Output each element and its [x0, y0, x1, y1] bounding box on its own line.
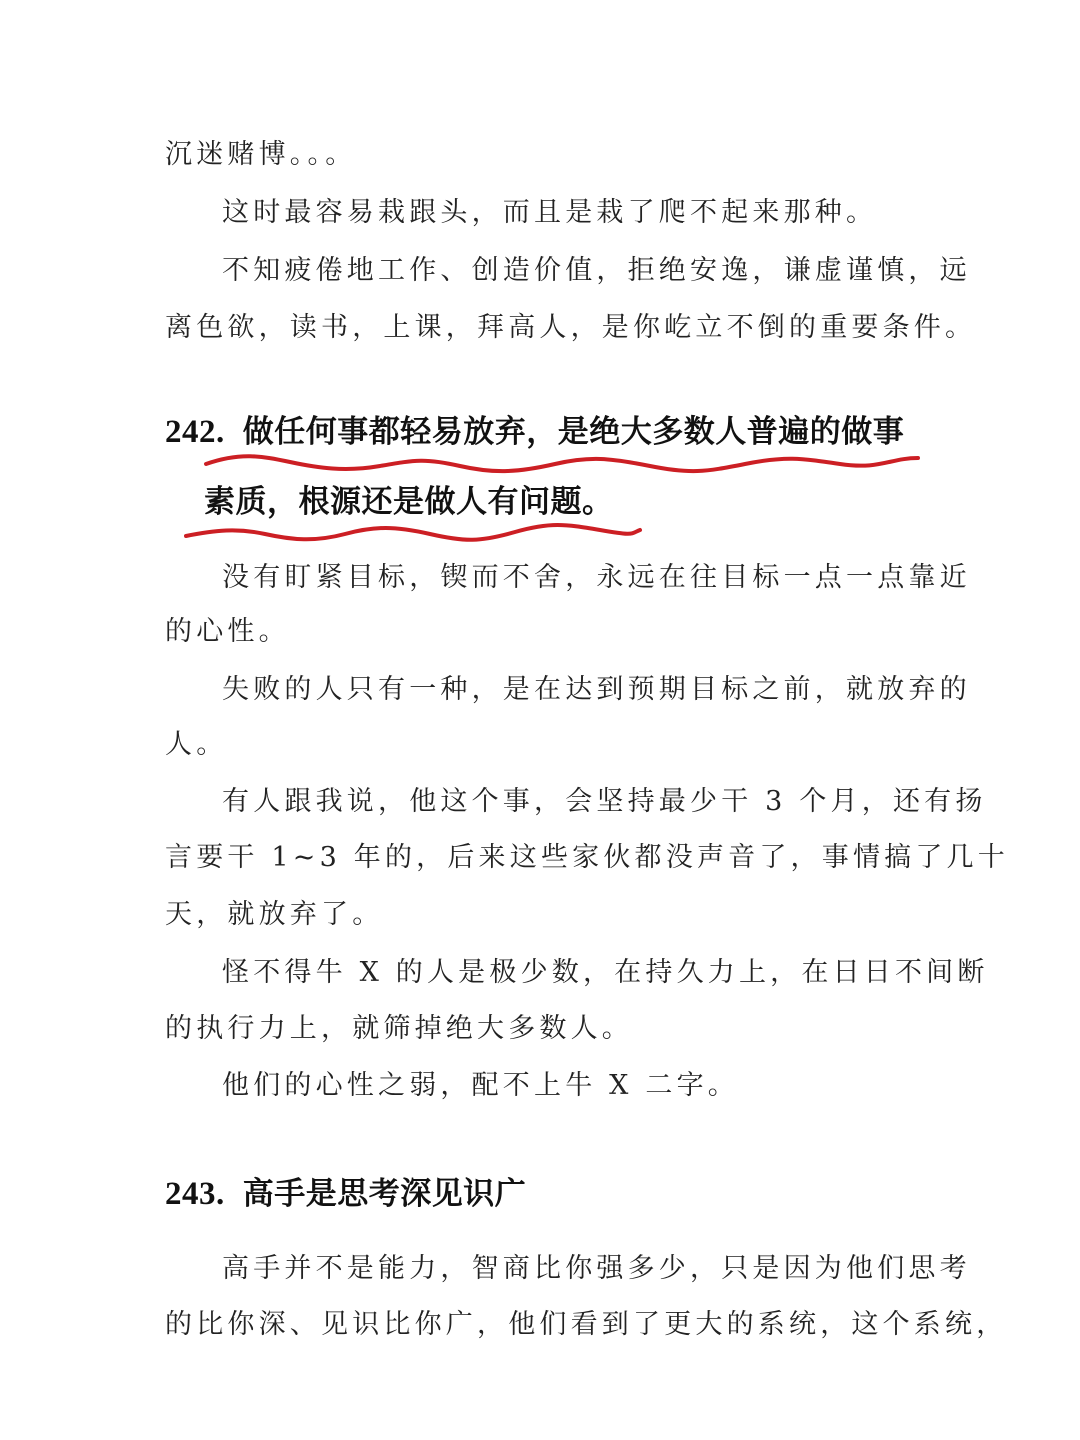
body-text-line: 的执行力上，就筛掉绝大多数人。 — [165, 1013, 633, 1044]
body-text-line: 天，就放弃了。 — [165, 899, 384, 930]
body-text-line: 他们的心性之弱，配不上牛 X 二字。 — [222, 1070, 739, 1101]
section-title-line: 做任何事都轻易放弃，是绝大多数人普遍的做事 — [242, 414, 905, 450]
body-text-line: 人。 — [165, 729, 228, 760]
section-number: 243. — [165, 1176, 225, 1212]
body-text-line: 言要干 1~3 年的，后来这些家伙都没声音了，事情搞了几十 — [165, 842, 1009, 873]
section-number: 242. — [165, 414, 225, 450]
section-title-continuation: 素质，根源还是做人有问题。 — [204, 484, 614, 520]
section-title: 高手是思考深见识广 — [242, 1176, 527, 1212]
body-text-line: 怪不得牛 X 的人是极少数，在持久力上，在日日不间断 — [222, 957, 989, 988]
section-heading-242 — [165, 412, 904, 452]
body-text-line: 这时最容易栽跟头，而且是栽了爬不起来那种。 — [222, 197, 878, 228]
body-text-line: 不知疲倦地工作、创造价值，拒绝安逸，谦虚谨慎，远 — [222, 255, 971, 286]
red-underline-stroke — [206, 456, 918, 471]
body-text-line: 失败的人只有一种，是在达到预期目标之前，就放弃的 — [222, 674, 971, 705]
body-text-line: 高手并不是能力，智商比你强多少，只是因为他们思考 — [222, 1253, 971, 1284]
body-text-line: 的心性。 — [165, 616, 290, 647]
red-underline-stroke — [186, 525, 640, 540]
body-text-line: 离色欲，读书，上课，拜高人，是你屹立不倒的重要条件。 — [165, 312, 977, 343]
body-text-line: 有人跟我说，他这个事，会坚持最少干 3 个月，还有扬 — [222, 786, 987, 817]
section-heading-243 — [165, 1174, 526, 1214]
body-text-line: 沉迷赌博。。。 — [165, 139, 357, 170]
body-text-line: 没有盯紧目标，锲而不舍，永远在往目标一点一点靠近 — [222, 562, 971, 593]
body-text-line: 的比你深、见识比你广，他们看到了更大的系统，这个系统， — [165, 1309, 1008, 1340]
